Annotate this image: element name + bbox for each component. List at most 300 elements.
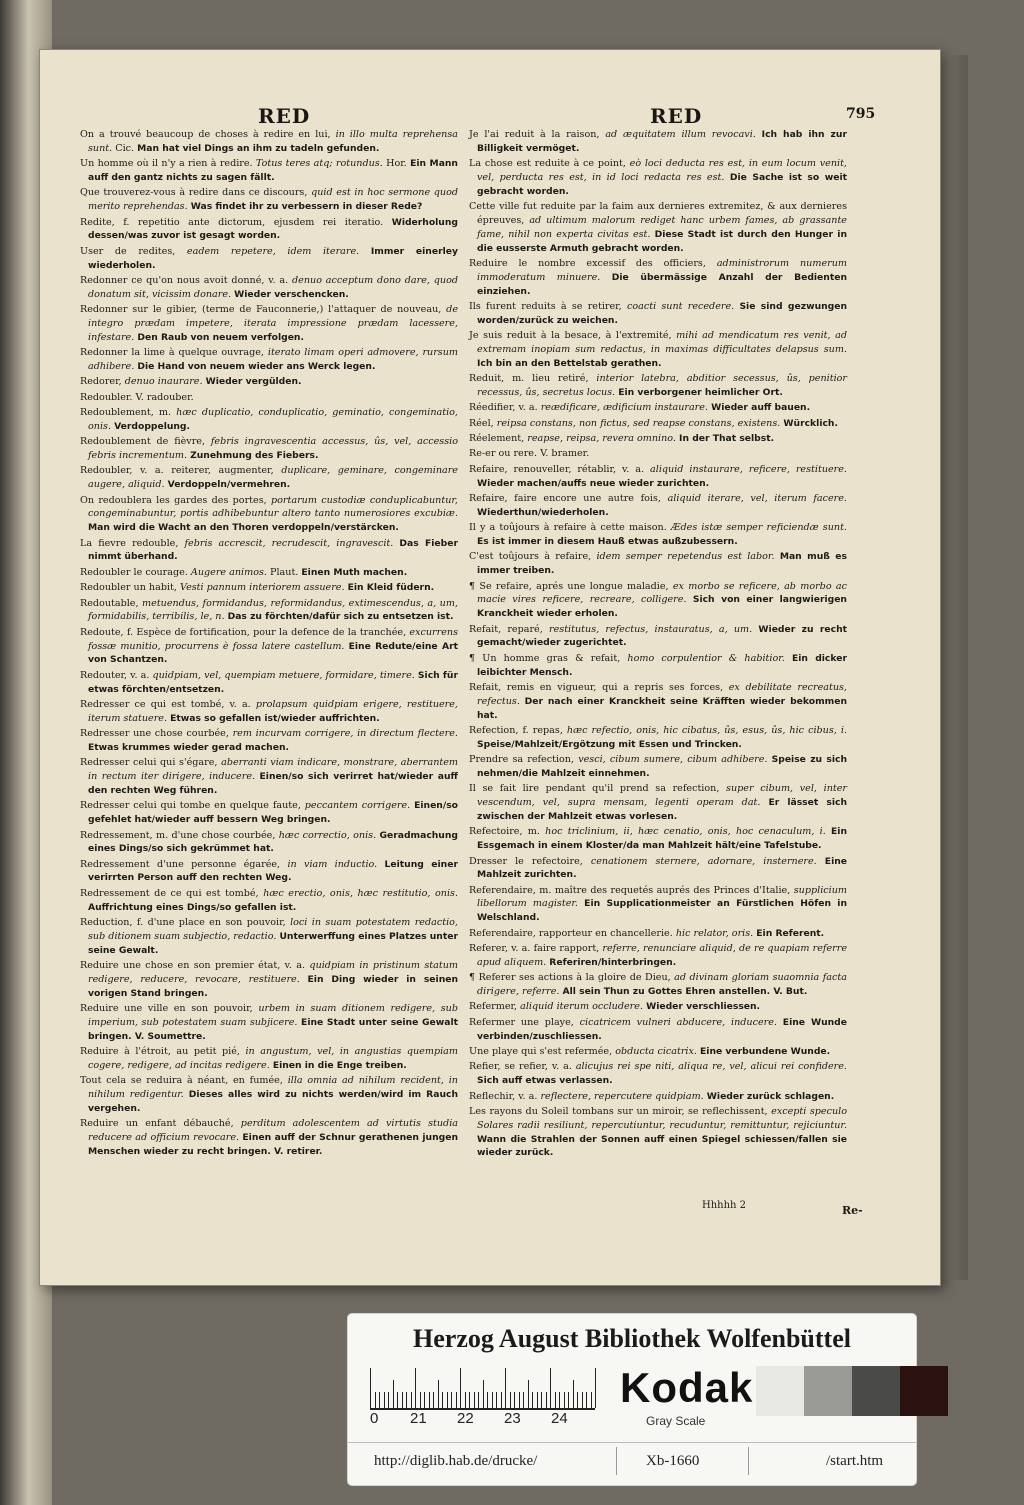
- headword: Reflechir, v. a.: [469, 1090, 538, 1102]
- catchword: Re-: [842, 1204, 863, 1217]
- headword: Refermer,: [469, 1001, 518, 1013]
- ruler-tick: [483, 1380, 484, 1408]
- headword: Prendre sa refection,: [469, 754, 575, 766]
- dictionary-entry: [80, 626, 458, 667]
- ruler-tick: [528, 1380, 529, 1408]
- dictionary-entry: [469, 200, 847, 255]
- gray-swatch: [900, 1366, 948, 1416]
- ruler-tick: [433, 1392, 434, 1408]
- dictionary-entry: [80, 669, 458, 697]
- german-gloss: Immer einerley wiederholen.: [88, 245, 458, 271]
- ruler-tick: [456, 1392, 457, 1408]
- headword: Reduire une ville en son pouvoir,: [80, 1003, 253, 1015]
- headword: Reduire le nombre excessif des officiers,: [469, 257, 706, 269]
- latin-gloss: prolapsum quidpiam erigere, restituere, iterum statuere.: [88, 698, 458, 724]
- dictionary-entry: [80, 537, 458, 565]
- headword: Redite, f. repetitio ante dictorum, ejusdem rei iteratio.: [80, 216, 384, 228]
- german-gloss: Die übermässige Anzahl der Bedienten einziehen.: [477, 271, 847, 297]
- dictionary-entry: [469, 681, 847, 722]
- latin-gloss: in illo multa reprehensa sunt.: [88, 129, 458, 154]
- ruler-tick: [379, 1392, 380, 1408]
- headword: Redresser une chose courbée,: [80, 728, 229, 740]
- headword: Les rayons du Soleil tombans sur un miroir, se reflechissent,: [469, 1105, 768, 1117]
- latin-gloss: in angustum, vel, in angustias quempiam cogere, redigere, ad incitas redigere.: [88, 1046, 458, 1071]
- german-gloss: All sein Thun zu Gottes Ehren anstellen. V. But.: [562, 986, 808, 998]
- ruler-tick: [514, 1392, 515, 1408]
- dictionary-entry: [80, 391, 458, 405]
- url-divider: [616, 1447, 617, 1475]
- latin-gloss: administrorum numerum immoderatum minuere.: [477, 257, 847, 283]
- ruler-tick: [442, 1392, 443, 1408]
- latin-gloss: coacti sunt recedere.: [626, 300, 735, 312]
- dictionary-entry: [469, 432, 847, 446]
- headword: Réedifier, v. a.: [469, 402, 538, 414]
- latin-gloss: aliquid instaurare, reficere, restituere.: [650, 463, 847, 475]
- source-citation: Hor.: [386, 158, 407, 170]
- dictionary-entry: [469, 884, 847, 925]
- dictionary-entry: [469, 753, 847, 781]
- german-gloss: Ein Mann auff den gantz nichts zu sagen fällt.: [88, 158, 458, 183]
- headword: Refaire, renouveller, rétablir, v. a.: [469, 463, 645, 475]
- headword: On a trouvé beaucoup de choses à redire en lui,: [80, 129, 331, 140]
- german-gloss: Sich für etwas förchten/entsetzen.: [88, 669, 458, 695]
- latin-gloss: ad divinam gloriam suaomnia facta dirigere, referre.: [477, 972, 847, 998]
- url-row: [348, 1442, 916, 1479]
- german-gloss: Wieder auff bauen.: [711, 402, 811, 414]
- source-citation: Plaut.: [270, 566, 299, 578]
- dictionary-entry: [80, 1117, 458, 1158]
- dictionary-entry: [469, 782, 847, 823]
- page-edge: [938, 55, 968, 1280]
- ruler-tick: [568, 1392, 569, 1408]
- headword: Redonner ce qu'on nous avoit donné, v. a.: [80, 274, 289, 286]
- latin-gloss: excepti speculo Solares radii resiliunt, repercutiuntur, recuduntur, remittuntur, rejiciuntur.: [477, 1105, 847, 1131]
- dictionary-entry: [80, 1074, 458, 1115]
- ruler-tick: [532, 1392, 533, 1408]
- ruler-tick: [541, 1392, 542, 1408]
- latin-gloss: interior latebra, abditior secessus, ûs, penitior recessus, ûs, secretus locus.: [477, 373, 848, 398]
- latin-gloss: hæc refectio, onis, hic cibatus, ûs, esus, ûs, hic cibus, i.: [566, 724, 847, 736]
- headword: Referendaire, rapporteur en chancellerie.: [469, 927, 673, 939]
- headword: Redoutable,: [80, 597, 139, 609]
- german-gloss: Die Hand von neuem wieder ans Werck legen.: [137, 360, 376, 372]
- headword: La chose est reduite à ce point,: [469, 158, 626, 170]
- german-gloss: Was findet ihr zu verbessern in dieser Rede?: [190, 201, 423, 213]
- dictionary-entry: [469, 927, 847, 941]
- headword: ¶ Un homme gras & refait,: [469, 652, 621, 664]
- german-gloss: Einen/so sich verirret hat/wieder auff den rechten Weg führen.: [88, 771, 458, 796]
- dictionary-entry: [469, 855, 847, 883]
- latin-gloss: reædificare, ædificium instaurare.: [540, 402, 709, 414]
- latin-gloss: reflectere, repercutere quidpiam.: [540, 1090, 704, 1102]
- ruler-number: 22: [457, 1410, 474, 1427]
- latin-gloss: eò loci deducta res est, in eum locum venit, vel, perducta res est, in id loci redacta res est.: [477, 158, 847, 183]
- ruler-tick: [510, 1392, 511, 1408]
- dictionary-entry: [469, 580, 847, 621]
- dictionary-entry: [80, 581, 458, 595]
- dictionary-entry: [80, 406, 458, 434]
- headword: Redoublement de fièvre,: [80, 436, 206, 448]
- dictionary-entry: [469, 492, 847, 520]
- dictionary-entry: [469, 1090, 847, 1104]
- latin-gloss: peccantem corrigere.: [304, 800, 411, 812]
- german-gloss: Eine Stadt unter seine Gewalt bringen. V. Soumettre.: [88, 1016, 459, 1042]
- german-gloss: Wieder vergülden.: [205, 376, 302, 388]
- german-gloss: Eine verbundene Wunde.: [700, 1046, 831, 1058]
- dictionary-entry: [80, 303, 458, 344]
- latin-gloss: aliquid iterum occludere.: [520, 1001, 643, 1013]
- headword: Cette ville fut reduite par la faim aux dernieres extremitez, & aux dernieres épreuves,: [469, 201, 847, 226]
- german-gloss: Es ist immer in diesem Hauß etwas außzubessern.: [477, 536, 738, 548]
- latin-gloss: Vesti pannum interiorem assuere.: [180, 582, 345, 594]
- latin-gloss: denuo inaurare.: [124, 376, 203, 388]
- ruler-tick: [559, 1392, 560, 1408]
- ruler-number: 0: [370, 1410, 379, 1427]
- start-page-link[interactable]: /start.htm: [826, 1453, 884, 1469]
- dictionary-entry: [469, 623, 847, 651]
- german-gloss: Sich auff etwas verlassen.: [477, 1075, 613, 1087]
- kodak-logo: Kodak: [620, 1364, 754, 1411]
- german-gloss: Ein verborgener heimlicher Ort.: [618, 386, 783, 398]
- color-target-card: [348, 1314, 916, 1485]
- ruler-number: 24: [551, 1410, 568, 1427]
- dictionary-entry: [80, 887, 458, 915]
- ruler-tick: [438, 1380, 439, 1408]
- german-gloss: Widerholung dessen/was zuvor ist gesagt worden.: [88, 216, 458, 242]
- ruler-tick: [406, 1392, 407, 1408]
- dictionary-entry: [80, 128, 458, 156]
- latin-gloss: obducta cicatrix.: [615, 1046, 697, 1058]
- dictionary-entry: [80, 597, 458, 625]
- headword: Il se fait lire pendant qu'il prend sa refection,: [469, 783, 720, 795]
- ruler-tick: [487, 1392, 488, 1408]
- dictionary-entry: [80, 346, 458, 374]
- headword: Reduction, f. d'une place en son pouvoir,: [80, 917, 286, 929]
- latin-gloss: cenationem sternere, adornare, insternere.: [590, 855, 817, 867]
- german-gloss: Den Raub von neuem verfolgen.: [137, 331, 304, 343]
- headword: Reduit, m. lieu retiré,: [469, 373, 589, 385]
- latin-gloss: hæc duplicatio, conduplicatio, geminatio, congeminatio, onis.: [88, 407, 458, 432]
- latin-gloss: aberranti viam indicare, monstrare, aberrantem in rectum iter dirigere, inducere.: [88, 757, 459, 783]
- latin-gloss: eadem repetere, idem iterare.: [186, 245, 360, 257]
- latin-gloss: ex morbo se reficere, ab morbo ac macie vires reficere, recreare, colligere.: [477, 580, 847, 606]
- dictionary-entry: [80, 756, 458, 797]
- german-gloss: Diese Stadt ist durch den Hunger in die eusserste Armuth gebracht worden.: [477, 228, 847, 254]
- german-gloss: Zunehmung des Fiebers.: [190, 450, 319, 462]
- dictionary-entry: [80, 1002, 458, 1043]
- signature-mark: Hhhhh 2: [702, 1200, 747, 1211]
- german-gloss: Dieses alles wird zu nichts werden/wird im Rauch vergehen.: [88, 1089, 458, 1114]
- running-head-left: RED: [258, 104, 311, 128]
- dictionary-entry: [469, 550, 847, 578]
- gray-swatch: [852, 1366, 900, 1416]
- german-gloss: Das zu förchten/dafür sich zu entsetzen ist.: [227, 611, 454, 623]
- dictionary-entry: [469, 942, 847, 970]
- german-gloss: Der nach einer Kranckheit seine Kräfften wieder bekommen hat.: [477, 695, 847, 721]
- dictionary-entry: [469, 1060, 847, 1088]
- headword: ¶ Se refaire, aprés une longue maladie,: [469, 580, 669, 592]
- latin-gloss: hoc triclinium, ii, hæc cenatio, onis, hoc cenaculum, i.: [545, 826, 826, 838]
- dictionary-entry: [469, 521, 847, 549]
- dictionary-entry: [469, 372, 847, 400]
- dictionary-entry: [469, 300, 847, 328]
- latin-gloss: denuo acceptum dono dare, quod donatum sit, vicissim donare.: [88, 274, 458, 300]
- dictionary-entry: [80, 245, 458, 273]
- ruler-number: 21: [410, 1410, 427, 1427]
- german-gloss: Einen Muth machen.: [301, 566, 408, 578]
- ruler-tick: [469, 1392, 470, 1408]
- page-number: 795: [846, 106, 876, 122]
- german-gloss: Die Sache ist so weit gebracht worden.: [477, 171, 847, 197]
- german-gloss: Wieder zu recht gemacht/wieder zugerichtet.: [477, 623, 848, 649]
- latin-gloss: in viam inductio.: [287, 858, 378, 870]
- dictionary-entry: [80, 375, 458, 389]
- headword: Refait, remis en vigueur, qui a repris ses forces,: [469, 681, 724, 693]
- german-gloss: Ein Supplicationmeister an Fürstlichen Höfen in Welschland.: [477, 898, 847, 924]
- headword: Redressement d'une personne égarée,: [80, 858, 281, 870]
- german-gloss: In der That selbst.: [679, 433, 775, 445]
- ruler-tick: [388, 1392, 389, 1408]
- german-gloss: Etwas so gefallen ist/wieder auffrichten.: [170, 712, 380, 724]
- german-gloss: Geradmachung eines Dings/so sich gekrümmet hat.: [88, 829, 458, 855]
- headword: Redorer,: [80, 376, 122, 388]
- dictionary-entry: [469, 329, 847, 370]
- ruler-tick: [474, 1392, 475, 1408]
- german-gloss: Wieder machen/auffs neue wieder zurichten.: [477, 477, 710, 489]
- ruler-tick: [523, 1392, 524, 1408]
- latin-gloss: idem semper repetendus est labor.: [596, 551, 775, 563]
- headword: Refection, f. repas,: [469, 724, 563, 736]
- dictionary-entry: [469, 1016, 847, 1044]
- headword: Réelement,: [469, 433, 525, 445]
- headword: Je l'ai reduit à la raison,: [469, 129, 600, 140]
- german-gloss: Etwas krummes wieder gerad machen.: [88, 741, 289, 753]
- headword: Redouter, v. a.: [80, 669, 150, 681]
- german-gloss: Er lässet sich zwischen der Mahlzeit etwas vorlesen.: [477, 797, 847, 822]
- dictionary-entry: [80, 959, 458, 1000]
- headword: ¶ Referer ses actions à la gloire de Dieu,: [469, 972, 671, 984]
- dictionary-entry: [80, 698, 458, 726]
- latin-gloss: iterato limam operi admovere, rursum adhibere.: [88, 347, 458, 372]
- ruler-tick: [411, 1392, 412, 1408]
- latin-gloss: rem incurvam corrigere, in directum flectere.: [232, 728, 458, 740]
- source-citation: Cic.: [115, 142, 135, 154]
- ruler-tick: [447, 1392, 448, 1408]
- headword: Redressement de ce qui est tombé,: [80, 887, 259, 899]
- german-gloss: Eine Mahlzeit zurichten.: [477, 855, 847, 881]
- ruler-tick: [415, 1368, 416, 1408]
- ruler-tick: [465, 1392, 466, 1408]
- ruler-tick: [384, 1392, 385, 1408]
- ruler-tick: [420, 1392, 421, 1408]
- german-gloss: Wieder verschliessen.: [646, 1001, 761, 1013]
- german-gloss: Leitung einer verirrten Person auff den rechten Weg.: [88, 858, 458, 884]
- german-gloss: Man hat viel Dings an ihm zu tadeln gefunden.: [137, 142, 380, 154]
- dictionary-entry: [469, 971, 847, 999]
- gray-swatch: [804, 1366, 852, 1416]
- headword: Redoute, f. Espèce de fortification, pour la defence de la tranchée,: [80, 626, 407, 638]
- ruler-tick: [595, 1368, 596, 1408]
- latin-gloss: Totus teres atq; rotundus.: [255, 158, 383, 170]
- ruler-tick: [402, 1392, 403, 1408]
- headword: Reduire à l'étroit, au petit pié,: [80, 1046, 240, 1058]
- headword: Re-er ou rere. V. bramer.: [469, 448, 590, 460]
- headword: C'est toûjours à refaire,: [469, 551, 592, 563]
- german-gloss: Würcklich.: [783, 417, 838, 429]
- german-gloss: Man wird die Wacht an den Thoren verdoppeln/verstärcken.: [88, 522, 399, 534]
- ruler-tick: [375, 1392, 376, 1408]
- ruler-tick: [424, 1392, 425, 1408]
- german-gloss: Wiederthun/wiederholen.: [477, 506, 609, 518]
- ruler-tick: [501, 1392, 502, 1408]
- headword: Refaire, faire encore une autre fois,: [469, 493, 661, 505]
- latin-gloss: perditum adolescentem ad virtutis studia reducere ad officium revocare.: [88, 1118, 458, 1143]
- gray-scale-label: Gray Scale: [646, 1414, 706, 1428]
- ruler-tick: [478, 1392, 479, 1408]
- ruler-tick: [492, 1392, 493, 1408]
- library-name: Herzog August Bibliothek Wolfenbüttel: [413, 1324, 851, 1353]
- headword: Redoubler, v. a. reiterer, augmenter,: [80, 465, 274, 477]
- dictionary-entry: [469, 447, 847, 461]
- latin-gloss: supplicium libellorum magister.: [477, 884, 847, 910]
- dictionary-entry: [80, 566, 458, 580]
- ruler-tick: [591, 1392, 592, 1408]
- latin-gloss: loci in suam potestatem redactio, sub ditionem suam subjectio, redactio.: [88, 917, 458, 942]
- latin-gloss: quid est in hoc sermone quod merito reprehendas.: [88, 187, 458, 213]
- ruler-tick: [573, 1380, 574, 1408]
- headword: Que trouverez-vous à redire dans ce discours,: [80, 187, 308, 199]
- dictionary-entry: [469, 825, 847, 853]
- headword: Refermer une playe,: [469, 1016, 574, 1028]
- headword: Redoubler le courage.: [80, 566, 188, 578]
- headword: Refier, se refier, v. a.: [469, 1061, 572, 1073]
- headword: Ils furent reduits à se retirer,: [469, 300, 622, 312]
- german-gloss: Wieder verschencken.: [234, 288, 349, 300]
- german-gloss: Ein Kleid füdern.: [347, 582, 435, 594]
- dictionary-entry: [80, 186, 458, 214]
- latin-gloss: aliquid iterare, vel, iterum facere.: [667, 493, 847, 505]
- dictionary-entry: [469, 401, 847, 415]
- headword: Referendaire, m. maître des requetés auprés des Princes d'Italie,: [469, 884, 791, 896]
- dictionary-entry: [469, 157, 847, 198]
- latin-gloss: portarum custodiæ conduplicabuntur, congeminabuntur, portis adhibebuntur altero tanto numerosiores excubiæ.: [88, 494, 458, 520]
- dictionary-entry: [469, 257, 847, 298]
- dictionary-entry: [469, 417, 847, 431]
- headword: Je suis reduit à la besace, à l'extremité,: [469, 330, 672, 342]
- gray-swatch: [756, 1366, 804, 1416]
- latin-gloss: quidpiam in pristinum statum redigere, reducere, revocare, restituere.: [88, 960, 458, 985]
- german-gloss: Sich von einer langwierigen Kranckheit wieder erholen.: [477, 594, 847, 620]
- dictionary-entry: [80, 157, 458, 185]
- german-gloss: Unterwerffung eines Platzes unter seine Gewalt.: [88, 930, 458, 956]
- headword: Une playe qui s'est refermée,: [469, 1046, 613, 1058]
- latin-gloss: hæc correctio, onis.: [278, 829, 377, 841]
- dictionary-entry: [80, 435, 458, 463]
- german-gloss: Referiren/hinterbringen.: [549, 956, 677, 968]
- ruler-tick: [397, 1392, 398, 1408]
- latin-gloss: metuendus, formidandus, reformidandus, extimescendus, a, um, formidabilis, terribilis, le, n.: [88, 597, 458, 623]
- dictionary-entry: [469, 128, 847, 156]
- latin-gloss: febris ingravescentia accessus, ûs, vel, accessio febris incrementum.: [88, 436, 458, 462]
- latin-gloss: cicatricem vulneri abducere, inducere.: [579, 1016, 777, 1028]
- headword: Un homme où il n'y a rien à redire.: [80, 158, 253, 170]
- latin-gloss: alicujus rei spe niti, aliqua re, vel, alicui rei confidere.: [575, 1061, 847, 1073]
- ruler-tick: [546, 1392, 547, 1408]
- ruler-tick: [550, 1368, 551, 1408]
- headword: Redonner la lime à quelque ouvrage,: [80, 347, 264, 359]
- latin-gloss: febris accrescit, recrudescit, ingravescit.: [184, 537, 394, 549]
- latin-gloss: urbem in suam ditionem redigere, sub imperium, sub potestatem suam subjicere.: [88, 1003, 458, 1028]
- german-gloss: Speise/Mahlzeit/Ergötzung mit Essen und Trincken.: [477, 738, 742, 750]
- latin-gloss: de integro prædam impetere, iterata impressione prædam lacessere, infestare.: [88, 304, 458, 343]
- ruler-tick: [505, 1368, 506, 1408]
- ruler-number: 23: [504, 1410, 521, 1427]
- ruler-tick: [564, 1392, 565, 1408]
- headword: Reduire un enfant débauché,: [80, 1118, 234, 1130]
- ruler-tick: [537, 1392, 538, 1408]
- ruler-tick: [555, 1392, 556, 1408]
- latin-gloss: reipsa constans, non fictus, sed reapse constans, existens.: [496, 417, 781, 429]
- latin-gloss: Augere animos.: [190, 566, 267, 578]
- dictionary-entry: [80, 829, 458, 857]
- german-gloss: Ein dicker leibichter Mensch.: [477, 652, 847, 678]
- headword: La fievre redouble,: [80, 537, 179, 549]
- dictionary-entry: [469, 724, 847, 752]
- dictionary-entry: [80, 916, 458, 957]
- left-column: [80, 128, 458, 1160]
- german-gloss: Sie sind gezwungen worden/zurück zu weichen.: [477, 300, 847, 326]
- headword: Refectoire, m.: [469, 826, 540, 838]
- right-column: [469, 128, 847, 1162]
- dictionary-entry: [80, 799, 458, 827]
- latin-gloss: reapse, reipsa, revera omnino.: [527, 433, 676, 445]
- dictionary-entry: [469, 1000, 847, 1014]
- ruler-tick: [451, 1392, 452, 1408]
- headword: Redoubler un habit,: [80, 582, 177, 594]
- german-gloss: Eine Redute/eine Art von Schantzen.: [88, 640, 458, 666]
- german-gloss: Ich hab ihn zur Billigkeit vermöget.: [477, 129, 847, 154]
- headword: Redresser celui qui tombe en quelque faute,: [80, 800, 301, 812]
- dictionary-entry: [469, 1045, 847, 1059]
- headword: Tout cela se reduira à néant, en fumée,: [80, 1075, 283, 1087]
- digital-library-url[interactable]: http://diglib.hab.de/drucke/: [374, 1453, 538, 1469]
- ruler-tick: [577, 1392, 578, 1408]
- latin-gloss: referre, renunciare aliquid, de re quapiam referre apud aliquem.: [477, 943, 848, 968]
- latin-gloss: homo corpulentior & habitior.: [627, 652, 785, 664]
- dictionary-entry: [80, 727, 458, 755]
- dictionary-entry: [80, 216, 458, 244]
- german-gloss: Einen in die Enge treiben.: [272, 1059, 407, 1071]
- dictionary-entry: [80, 274, 458, 302]
- dictionary-entry: [80, 858, 458, 886]
- latin-gloss: ad ultimum malorum rediget hanc urbem fames, ab grassante fame, nihil non experta civitas est.: [477, 214, 847, 240]
- ruler-tick: [586, 1392, 587, 1408]
- headword: User de redites,: [80, 245, 176, 257]
- german-gloss: Ein Ding wieder in seinen vorigen Stand bringen.: [88, 973, 459, 999]
- headword: Redoublement, m.: [80, 407, 172, 419]
- headword: Referer, v. a. faire rapport,: [469, 943, 600, 955]
- dictionary-entry: [80, 494, 458, 535]
- german-gloss: Einen/so gefehlet hat/wieder auff bessern Weg bringen.: [88, 800, 458, 826]
- headword: Dresser le refectoire,: [469, 855, 583, 867]
- latin-gloss: vesci, cibum sumere, cibum adhibere.: [578, 754, 768, 766]
- german-gloss: Verdoppelung.: [114, 420, 191, 432]
- german-gloss: Man muß es immer treiben.: [477, 551, 847, 577]
- dictionary-entry: [469, 463, 847, 491]
- latin-gloss: hæc erectio, onis, hæc restitutio, onis.: [263, 887, 458, 899]
- german-gloss: Speise zu sich nehmen/die Mahlzeit einnehmen.: [477, 754, 847, 779]
- latin-gloss: hic relator, oris.: [675, 927, 754, 939]
